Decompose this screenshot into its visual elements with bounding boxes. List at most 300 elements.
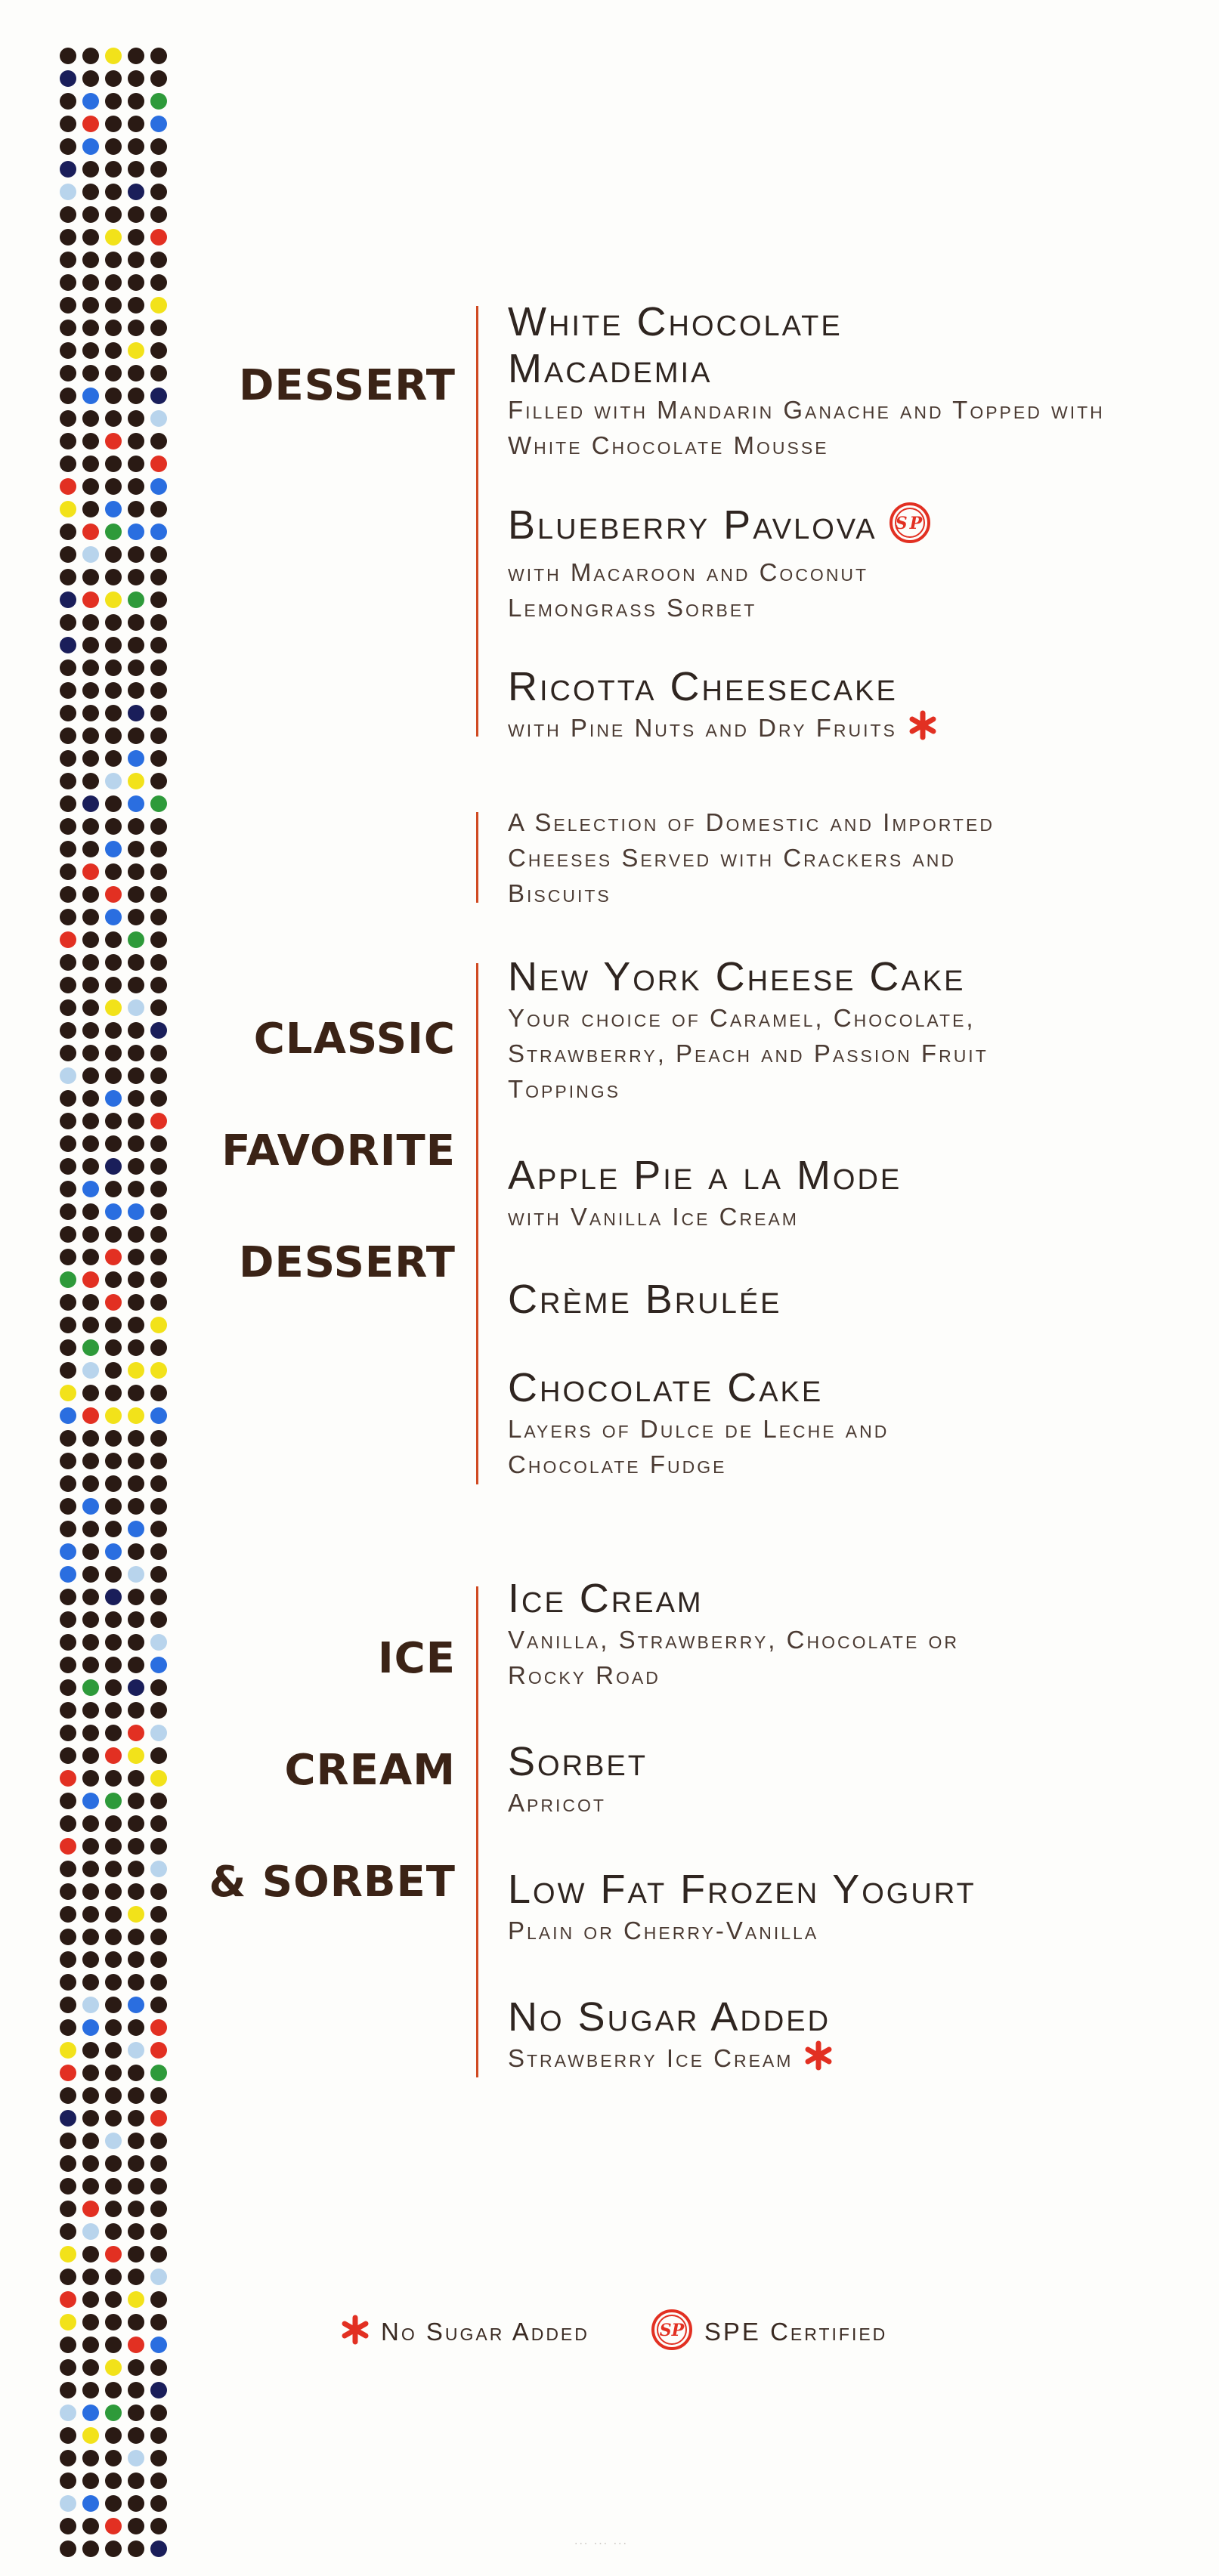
decorative-dot	[150, 48, 167, 64]
decorative-dot	[150, 1906, 167, 1923]
decorative-dot	[105, 1770, 122, 1787]
decorative-dot	[82, 2382, 99, 2398]
decorative-dot	[82, 252, 99, 268]
decorative-dot	[150, 1951, 167, 1968]
decorative-dot	[150, 138, 167, 155]
decorative-dot	[128, 1838, 144, 1855]
decorative-dot	[128, 1702, 144, 1719]
decorative-dot	[60, 2314, 76, 2330]
decorative-dot	[60, 161, 76, 178]
decorative-dot	[128, 1498, 144, 1515]
decorative-dot	[105, 2223, 122, 2240]
decorative-dot	[150, 456, 167, 472]
decorative-dot	[105, 1362, 122, 1379]
decorative-dot	[82, 410, 99, 427]
decorative-dot	[82, 1543, 99, 1560]
decorative-dot	[105, 863, 122, 880]
decorative-dot	[105, 1271, 122, 1288]
decorative-dot	[128, 1407, 144, 1424]
decorative-dot	[60, 365, 76, 381]
decorative-dot	[128, 1815, 144, 1832]
decorative-dot	[150, 2269, 167, 2285]
decorative-dot	[105, 1974, 122, 1991]
section-title-classic-favorite-dessert	[221, 956, 456, 1347]
decorative-dot	[60, 1725, 76, 1741]
decorative-dot	[105, 569, 122, 585]
decorative-dot	[60, 2065, 76, 2081]
decorative-dot	[128, 2337, 144, 2353]
decorative-dot	[150, 863, 167, 880]
decorative-dot	[128, 274, 144, 291]
decorative-dot	[105, 2518, 122, 2534]
decorative-dot	[105, 1838, 122, 1855]
decorative-dot	[105, 931, 122, 948]
section-title-line: DESSERT	[239, 361, 456, 410]
decorative-dot	[150, 841, 167, 857]
decorative-dot	[105, 2246, 122, 2262]
decorative-dot	[60, 2405, 76, 2421]
decorative-dot	[105, 2427, 122, 2444]
decorative-dot	[60, 1951, 76, 1968]
decorative-dot	[150, 2540, 167, 2557]
decorative-dot	[105, 342, 122, 359]
decorative-dot	[60, 2269, 76, 2285]
decorative-dot	[82, 1634, 99, 1651]
item-name: Crème Brulée	[508, 1277, 782, 1322]
decorative-dot	[128, 229, 144, 246]
decorative-dot	[150, 2178, 167, 2195]
spe-certified-icon	[888, 501, 932, 554]
decorative-dot	[105, 2155, 122, 2172]
decorative-dot	[82, 1045, 99, 1061]
decorative-dot	[60, 274, 76, 291]
decorative-dot	[128, 2518, 144, 2534]
decorative-dot	[105, 2133, 122, 2149]
item-name: Blueberry Pavlova	[508, 502, 877, 548]
decorative-dot	[60, 297, 76, 314]
decorative-dot	[82, 886, 99, 903]
decorative-dot	[150, 1203, 167, 1220]
decorative-dot	[128, 1045, 144, 1061]
decorative-dot	[150, 1929, 167, 1945]
decorative-dot	[82, 1974, 99, 1991]
decorative-dot	[105, 410, 122, 427]
decorative-dot	[128, 773, 144, 789]
decorative-dot	[82, 478, 99, 495]
decorative-dot	[150, 2155, 167, 2172]
decorative-dot	[128, 1203, 144, 1220]
decorative-dot	[60, 1022, 76, 1039]
decorative-dot	[105, 705, 122, 721]
decorative-dot	[82, 1362, 99, 1379]
decorative-dot	[128, 2405, 144, 2421]
decorative-dot	[105, 388, 122, 404]
decorative-dot	[128, 320, 144, 336]
decorative-dot	[82, 773, 99, 789]
decorative-dot	[105, 1725, 122, 1741]
decorative-dot	[150, 591, 167, 608]
decorative-dot	[60, 1634, 76, 1651]
decorative-dot	[60, 1113, 76, 1129]
decorative-dot	[105, 1453, 122, 1469]
decorative-dot	[128, 2540, 144, 2557]
decorative-dot	[105, 1226, 122, 1243]
decorative-dot	[60, 1883, 76, 1900]
decorative-dot	[128, 116, 144, 132]
decorative-dot	[60, 2133, 76, 2149]
decorative-dot	[105, 1022, 122, 1039]
item-description: with Macaroon and Coconut Lemongrass Sorbet	[508, 558, 869, 622]
decorative-dot	[150, 184, 167, 200]
decorative-dot	[128, 1181, 144, 1197]
item-name: White Chocolate Macademia	[508, 299, 843, 391]
decorative-dot	[82, 2223, 99, 2240]
decorative-dot	[60, 614, 76, 631]
decorative-dot	[60, 999, 76, 1016]
decorative-dot	[105, 1861, 122, 1877]
decorative-dot	[128, 1679, 144, 1696]
section-title-line: & SORBET	[209, 1858, 456, 1907]
decorative-dot	[128, 2019, 144, 2036]
decorative-dot	[128, 1793, 144, 1809]
decorative-dot	[82, 1883, 99, 1900]
menu-item	[508, 953, 1188, 1107]
decorative-dot	[128, 2291, 144, 2308]
decorative-dot	[82, 1951, 99, 1968]
decorative-dot	[105, 252, 122, 268]
decorative-dot	[60, 1906, 76, 1923]
decorative-dot	[82, 1135, 99, 1152]
decorative-dot	[150, 1294, 167, 1311]
decorative-dot	[105, 909, 122, 925]
decorative-dot	[105, 1906, 122, 1923]
decorative-dot	[82, 2473, 99, 2489]
decorative-dot	[60, 1861, 76, 1877]
decorative-dot	[128, 433, 144, 449]
decorative-dot	[60, 2201, 76, 2217]
decorative-dot	[128, 1339, 144, 1356]
decorative-dot	[60, 2042, 76, 2059]
decorative-dot	[128, 1271, 144, 1288]
decorative-dot	[60, 2473, 76, 2489]
decorative-dot	[60, 2291, 76, 2308]
decorative-dot	[82, 931, 99, 948]
decorative-dot	[128, 388, 144, 404]
decorative-dot	[128, 2382, 144, 2398]
decorative-dot	[60, 773, 76, 789]
decorative-dot	[150, 2314, 167, 2330]
section-divider-ice-cream	[476, 1586, 478, 2077]
decorative-dot	[150, 682, 167, 699]
decorative-dot	[128, 1475, 144, 1492]
decorative-dot	[128, 750, 144, 767]
symbol-legend	[340, 2308, 887, 2355]
decorative-dot	[128, 1226, 144, 1243]
decorative-dot	[150, 320, 167, 336]
decorative-dot	[82, 1317, 99, 1333]
decorative-dot	[150, 1339, 167, 1356]
decorative-dot	[128, 841, 144, 857]
decorative-dot	[128, 1861, 144, 1877]
decorative-dot	[60, 863, 76, 880]
decorative-dot	[150, 2087, 167, 2104]
decorative-dot	[82, 1407, 99, 1424]
decorative-dot	[105, 954, 122, 971]
decorative-dot	[150, 1475, 167, 1492]
decorative-dot	[150, 954, 167, 971]
decorative-dot	[60, 931, 76, 948]
decorative-dot	[150, 1135, 167, 1152]
item-name: Ice Cream	[508, 1576, 704, 1621]
decorative-dot	[105, 999, 122, 1016]
decorative-dot	[82, 138, 99, 155]
decorative-dot	[60, 70, 76, 87]
decorative-dot	[150, 1883, 167, 1900]
decorative-dot	[82, 2178, 99, 2195]
decorative-dot	[82, 1679, 99, 1696]
decorative-dot	[128, 659, 144, 676]
decorative-dot	[105, 2087, 122, 2104]
decorative-dot	[82, 1566, 99, 1583]
no-sugar-added-icon	[340, 2315, 370, 2349]
decorative-dot	[150, 1725, 167, 1741]
decorative-dot	[82, 2427, 99, 2444]
decorative-dot	[128, 1951, 144, 1968]
decorative-dot	[105, 2382, 122, 2398]
decorative-dot	[105, 1815, 122, 1832]
decorative-dot	[82, 1702, 99, 1719]
item-description: A Selection of Domestic and Imported Cheeses Served with Crackers and Biscuits	[508, 808, 995, 907]
decorative-dot	[128, 1770, 144, 1787]
decorative-dot	[150, 1430, 167, 1447]
decorative-dot	[82, 320, 99, 336]
decorative-dot	[60, 1158, 76, 1175]
decorative-dot	[60, 2110, 76, 2127]
decorative-dot	[60, 138, 76, 155]
decorative-dot	[128, 70, 144, 87]
decorative-dot	[150, 1815, 167, 1832]
decorative-dot	[60, 342, 76, 359]
decorative-dot	[82, 1453, 99, 1469]
decorative-dot	[82, 116, 99, 132]
decorative-dot	[128, 2427, 144, 2444]
decorative-dot	[150, 931, 167, 948]
decorative-dot	[128, 2314, 144, 2330]
item-name: Sorbet	[508, 1739, 648, 1784]
decorative-dot	[128, 206, 144, 223]
decorative-dot	[105, 1589, 122, 1605]
decorative-dot	[82, 1725, 99, 1741]
item-description: Strawberry Ice Cream	[508, 2044, 794, 2072]
decorative-dot	[60, 1543, 76, 1560]
decorative-dot	[150, 1113, 167, 1129]
decorative-dot	[128, 1543, 144, 1560]
decorative-dot	[105, 2450, 122, 2466]
decorative-dot	[128, 569, 144, 585]
decorative-dot	[82, 1226, 99, 1243]
menu-item	[508, 1152, 1188, 1234]
decorative-dot	[60, 1135, 76, 1152]
decorative-dot	[128, 2110, 144, 2127]
decorative-dot	[128, 2359, 144, 2376]
decorative-dot	[150, 161, 167, 178]
decorative-dot	[82, 297, 99, 314]
decorative-dot	[150, 1974, 167, 1991]
decorative-dot	[60, 501, 76, 517]
decorative-dot	[105, 1634, 122, 1651]
decorative-dot	[150, 433, 167, 449]
decorative-dot	[60, 682, 76, 699]
decorative-dot	[150, 365, 167, 381]
decorative-dot	[105, 2291, 122, 2308]
decorative-dot	[60, 909, 76, 925]
decorative-dot	[82, 2405, 99, 2421]
decorative-dot	[60, 184, 76, 200]
decorative-dot	[105, 1929, 122, 1945]
section-divider-dessert	[476, 306, 478, 737]
legend-spe-label: SPE Certified	[704, 2317, 888, 2346]
decorative-dot	[128, 501, 144, 517]
decorative-dot	[128, 1725, 144, 1741]
decorative-dot	[105, 2495, 122, 2512]
decorative-dot	[105, 977, 122, 993]
decorative-dot	[150, 886, 167, 903]
decorative-dot	[128, 161, 144, 178]
decorative-dot	[105, 1611, 122, 1628]
item-description-row	[508, 2040, 1188, 2080]
decorative-dot	[82, 1589, 99, 1605]
decorative-dot	[82, 954, 99, 971]
decorative-dot	[150, 1498, 167, 1515]
decorative-dot	[105, 2473, 122, 2489]
decorative-dot	[105, 297, 122, 314]
decorative-dot	[150, 524, 167, 540]
decorative-dot	[150, 1589, 167, 1605]
decorative-dot	[150, 1249, 167, 1265]
decorative-dot	[105, 1521, 122, 1537]
decorative-dot	[60, 1498, 76, 1515]
decorative-dot	[82, 2133, 99, 2149]
decorative-dot	[150, 1657, 167, 1673]
decorative-dot	[60, 456, 76, 472]
decorative-dot	[82, 2291, 99, 2308]
decorative-dot	[60, 229, 76, 246]
decorative-dot	[82, 1498, 99, 1515]
decorative-dot	[128, 591, 144, 608]
decorative-dot	[82, 1339, 99, 1356]
legend-no-sugar-label: No Sugar Added	[381, 2317, 589, 2346]
decorative-dot	[105, 1498, 122, 1515]
section-divider-cheese	[476, 812, 478, 903]
decorative-dot	[128, 795, 144, 812]
decorative-dot	[150, 546, 167, 563]
decorative-dot	[82, 2019, 99, 2036]
decorative-dot	[60, 1521, 76, 1537]
footer-print-mark: ... ... ...	[574, 2534, 628, 2547]
decorative-dot	[105, 1702, 122, 1719]
item-name-row	[508, 501, 1188, 554]
decorative-dot	[82, 1294, 99, 1311]
decorative-dot	[150, 705, 167, 721]
decorative-dot	[60, 1226, 76, 1243]
decorative-dot	[150, 2042, 167, 2059]
decorative-dot	[60, 2246, 76, 2262]
decorative-dot	[128, 2133, 144, 2149]
decorative-dot	[82, 1203, 99, 1220]
decorative-dot	[60, 1770, 76, 1787]
decorative-dot	[150, 1702, 167, 1719]
decorative-dot	[150, 1453, 167, 1469]
spe-certified-icon	[650, 2308, 694, 2355]
decorative-dot	[60, 2359, 76, 2376]
decorative-dot	[82, 977, 99, 993]
decorative-dot	[82, 2337, 99, 2353]
decorative-dot	[82, 365, 99, 381]
decorative-dot	[150, 1838, 167, 1855]
item-description: with Vanilla Ice Cream	[508, 1203, 799, 1231]
decorative-dot	[150, 1158, 167, 1175]
section-items-classic	[508, 953, 1188, 1482]
decorative-dot	[105, 1793, 122, 1809]
decorative-dot	[82, 70, 99, 87]
decorative-dot	[105, 93, 122, 110]
decorative-dot	[60, 433, 76, 449]
decorative-dot	[105, 818, 122, 835]
decorative-dot	[82, 1521, 99, 1537]
decorative-dot	[128, 48, 144, 64]
decorative-dot	[82, 614, 99, 631]
decorative-dot	[128, 1611, 144, 1628]
decorative-dot	[82, 206, 99, 223]
decorative-dot	[60, 591, 76, 608]
decorative-dot	[128, 1974, 144, 1991]
decorative-dot	[82, 569, 99, 585]
decorative-dot	[82, 161, 99, 178]
decorative-dot	[82, 2065, 99, 2081]
decorative-dot	[150, 2201, 167, 2217]
decorative-dot	[82, 1022, 99, 1039]
decorative-dot	[82, 546, 99, 563]
decorative-dot	[128, 93, 144, 110]
decorative-dot	[82, 637, 99, 653]
decorative-dot	[60, 1589, 76, 1605]
decorative-dot	[82, 1475, 99, 1492]
decorative-dot	[128, 2473, 144, 2489]
menu-item	[508, 1364, 1188, 1482]
decorative-dot	[128, 705, 144, 721]
decorative-dot	[150, 773, 167, 789]
decorative-dot	[60, 1203, 76, 1220]
section-title-line: FAVORITE	[221, 1126, 456, 1175]
decorative-dot	[60, 841, 76, 857]
decorative-dot	[60, 2427, 76, 2444]
decorative-dot	[128, 1362, 144, 1379]
decorative-dot	[60, 750, 76, 767]
decorative-dot	[128, 2201, 144, 2217]
decorative-dot	[128, 456, 144, 472]
decorative-dot	[105, 727, 122, 744]
decorative-dot	[60, 1929, 76, 1945]
decorative-dot	[105, 886, 122, 903]
decorative-dot	[82, 1090, 99, 1107]
decorative-dot	[128, 297, 144, 314]
decorative-dot	[150, 1566, 167, 1583]
decorative-dot	[150, 1521, 167, 1537]
decorative-dot	[105, 1113, 122, 1129]
decorative-dot	[128, 2223, 144, 2240]
decorative-dot	[82, 48, 99, 64]
svg-text:SP: SP	[659, 2321, 685, 2340]
